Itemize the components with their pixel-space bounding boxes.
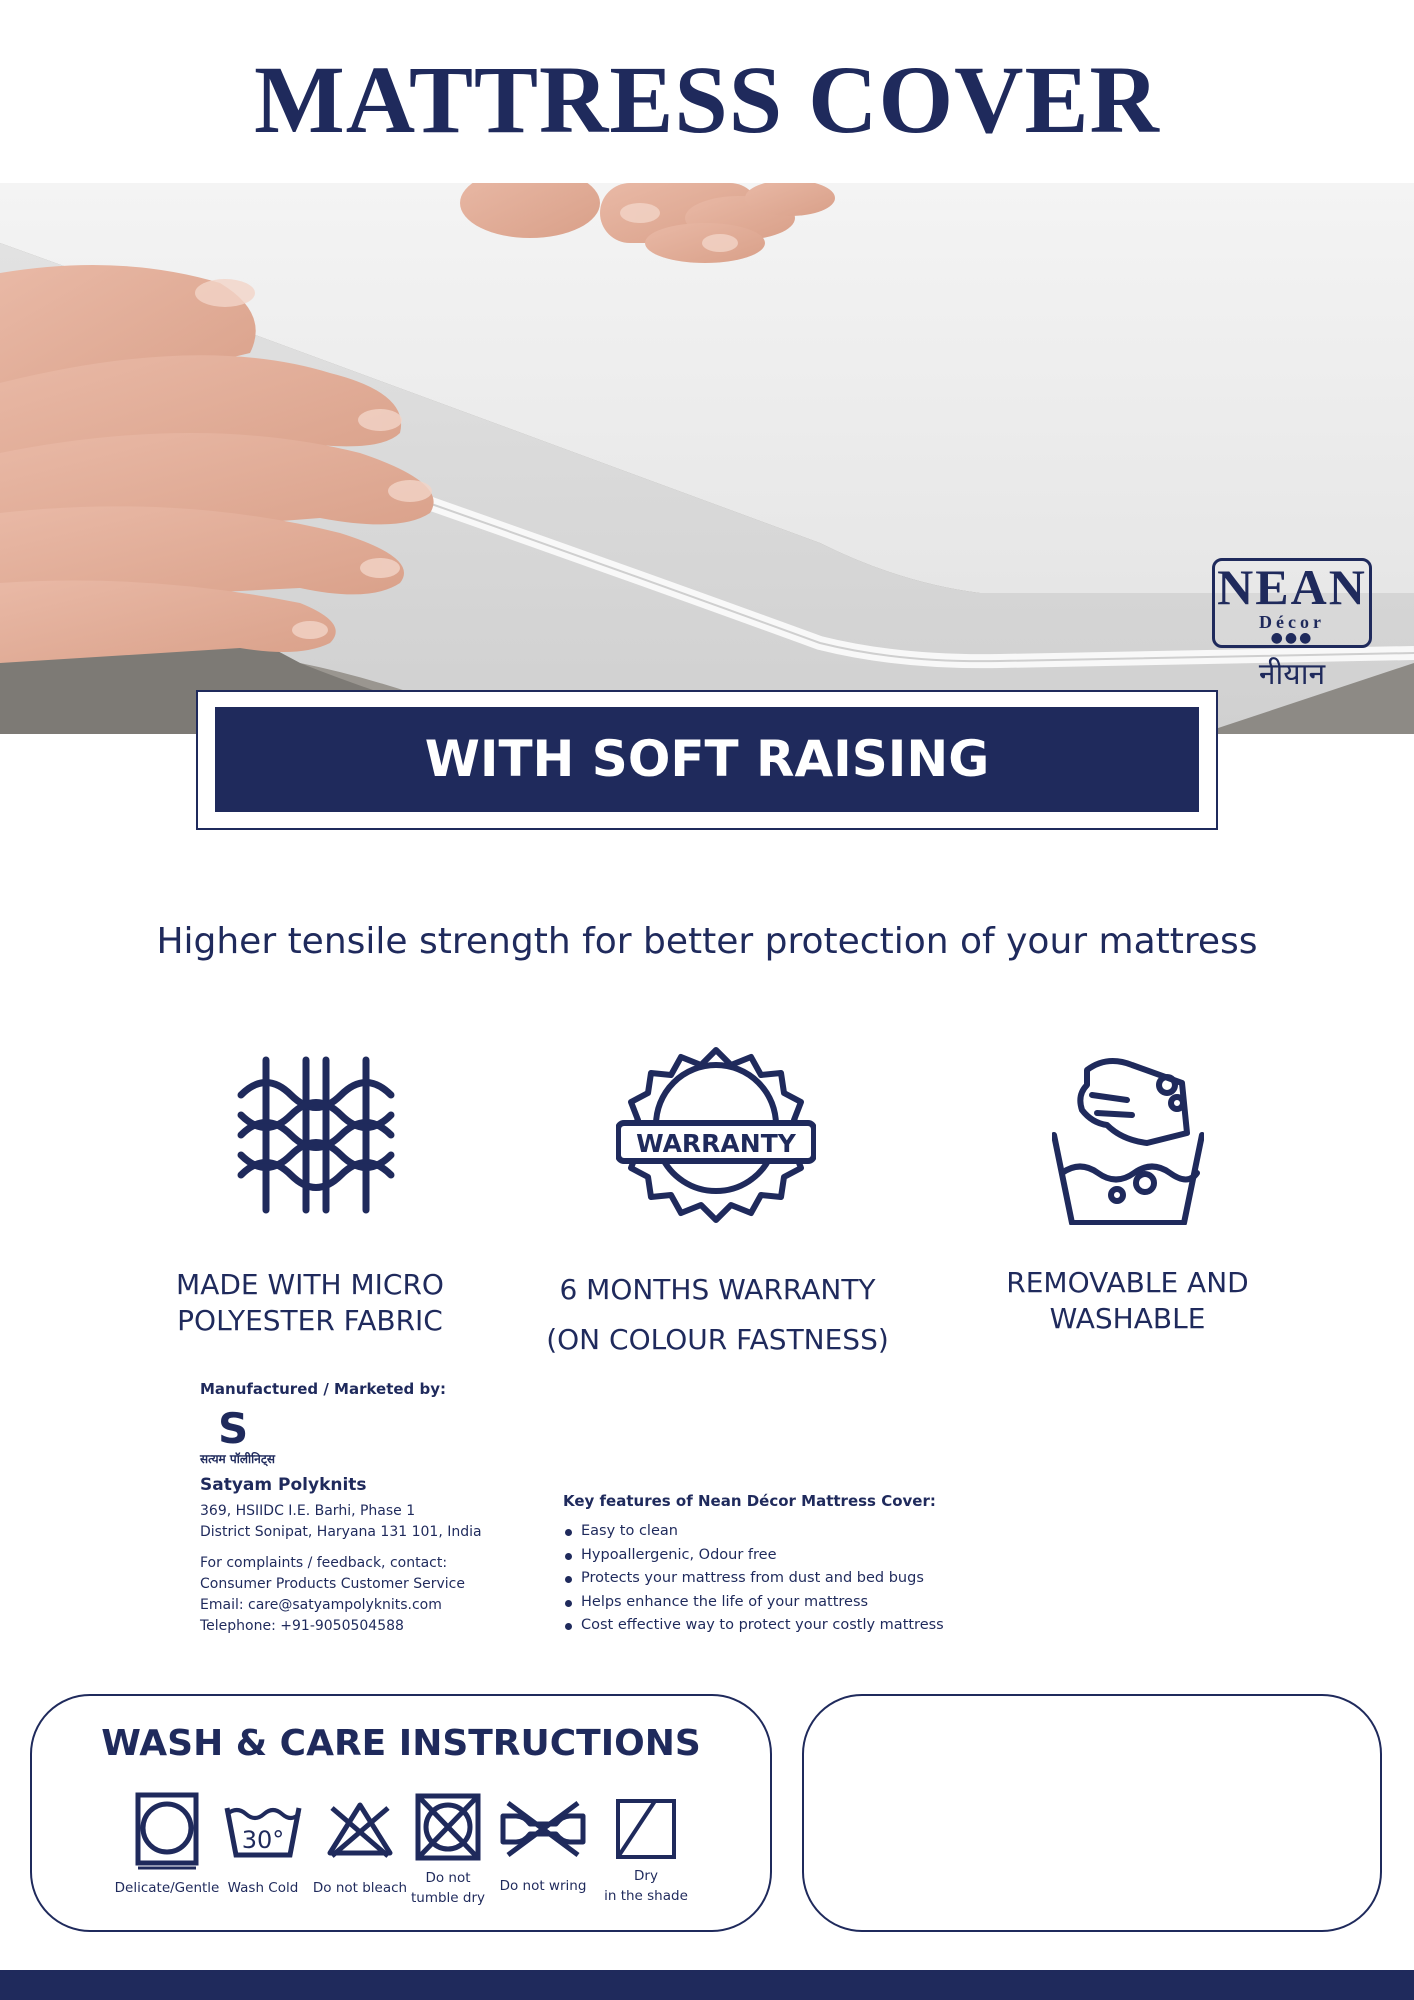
list-item: Protects your mattress from dust and bed bugs [563,1567,1023,1591]
hand-wash-icon [1052,1055,1204,1229]
list-item: Helps enhance the life of your mattress [563,1591,1023,1615]
contact-line2: Consumer Products Customer Service [200,1576,465,1592]
do-not-wring-icon [500,1798,586,1858]
wash-care-title: WASH & CARE INSTRUCTIONS [101,1723,701,1764]
feature-warranty-label [530,1265,905,1365]
care-dry-shade [596,1798,696,1906]
satyam-logo-hindi: सत्यम पॉलीनिट्स [200,1452,276,1466]
banner-text: WITH SOFT RAISING [215,707,1199,812]
dry-in-shade-icon [615,1798,677,1860]
feature-washable-line1: REMOVABLE AND WASHABLE [1006,1266,1249,1335]
contact-phone: Telephone: +91-9050504588 [200,1618,404,1634]
brand-sub: Décor [1259,612,1325,632]
list-item: Easy to clean [563,1520,1023,1544]
care-wash-cold [222,1800,304,1898]
address-line1: 369, HSIIDC I.E. Barhi, Phase 1 [200,1503,416,1519]
warranty-badge-icon [616,1045,816,1229]
brand-hindi-name: नीयान [1258,657,1326,692]
care-no-tumble-line2: tumble dry [410,1890,486,1906]
contact-line1: For complaints / feedback, contact: [200,1555,448,1571]
feature-fabric-line1: MADE WITH MICRO [176,1268,444,1301]
brand-name: NEAN [1217,559,1367,615]
list-item: Cost effective way to protect your costly mattress [563,1614,1023,1638]
care-dry-shade-line1: Dry [634,1868,658,1884]
care-no-tumble-line1: Do not [425,1870,471,1886]
feature-fabric-line2: POLYESTER FABRIC [177,1304,443,1337]
company-name: Satyam Polyknits [200,1475,367,1495]
delicate-wash-icon [135,1792,199,1872]
care-delicate [112,1792,222,1898]
nean-decor-logo [1212,558,1372,648]
fabric-weave-icon [236,1055,396,1219]
manufacturer-block [200,1380,600,1637]
key-features-header: Key features of Nean Décor Mattress Cover: [563,1492,936,1510]
feature-warranty-line1: 6 MONTHS WARRANTY [559,1273,876,1306]
care-no-bleach-label: Do not bleach [312,1880,408,1896]
care-no-bleach [305,1800,415,1898]
brand-dots: ●●● [1270,630,1314,646]
manufacturer-header: Manufactured / Marketed by: [200,1380,447,1398]
feature-fabric-label [150,1267,470,1339]
footer-bar [0,1970,1414,2000]
list-item: Hypoallergenic, Odour free [563,1544,1023,1568]
satyam-logo-icon: S [218,1404,249,1453]
hero-image [0,183,1414,734]
contact-email: Email: care@satyampolyknits.com [200,1597,442,1613]
address-line2: District Sonipat, Haryana 131 101, India [200,1524,482,1540]
page-title: MATTRESS COVER [254,46,1160,153]
feature-washable-label [925,1265,1330,1337]
subtitle: Higher tensile strength for better protection of your mattress [156,921,1258,962]
care-delicate-label: Delicate/Gentle [114,1880,220,1896]
care-no-wring [494,1798,592,1896]
do-not-bleach-icon [327,1800,393,1858]
key-features-block [563,1492,1023,1638]
wash-temp: 30° [241,1826,285,1854]
mattress-photo [0,183,1414,734]
key-features-list [563,1520,1023,1638]
blank-label-box [802,1694,1382,1932]
feature-warranty-line2: (ON COLOUR FASTNESS) [546,1323,889,1356]
care-dry-shade-line2: in the shade [604,1888,688,1904]
wash-cold-icon [224,1800,302,1858]
care-no-wring-label: Do not wring [499,1878,587,1894]
care-wash-cold-label: Wash Cold [227,1880,299,1896]
warranty-badge-text: WARRANTY [636,1129,796,1158]
do-not-tumble-dry-icon [414,1792,482,1862]
care-no-tumble [406,1792,490,1908]
